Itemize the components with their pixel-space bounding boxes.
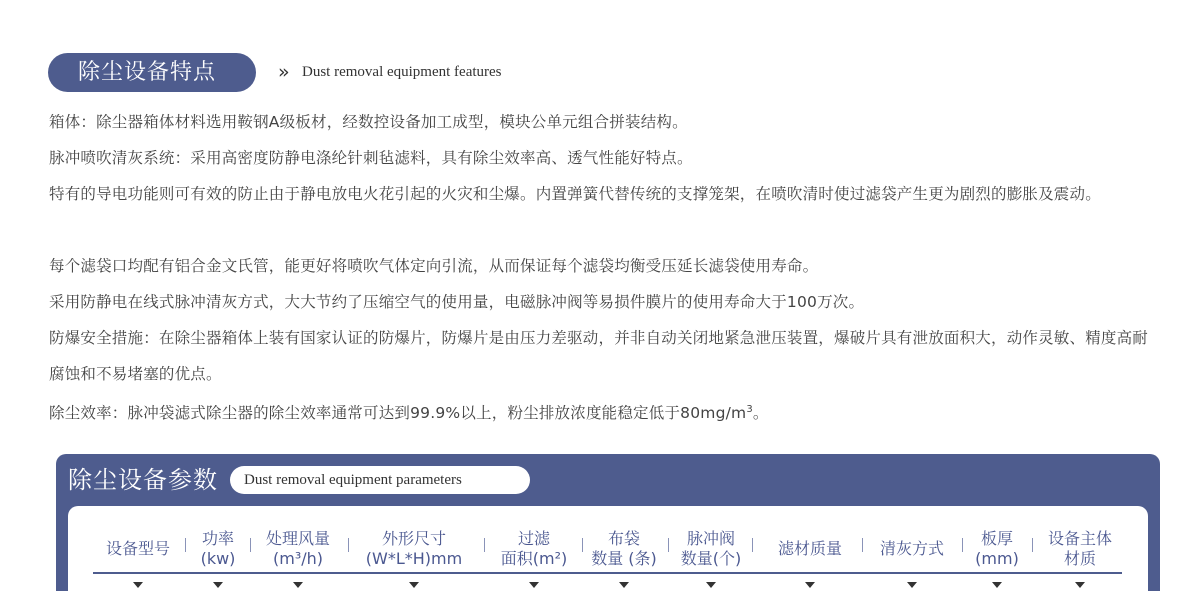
- efficiency-end: 。: [752, 404, 769, 422]
- column-separator: [185, 538, 186, 552]
- triangle-down-icon: [293, 582, 303, 588]
- column-header-cleaning-method: [868, 527, 956, 571]
- triangle-down-icon: [133, 582, 143, 588]
- triangle-down-icon: [907, 582, 917, 588]
- column-header-text: 材质: [1063, 549, 1096, 568]
- column-separator: [752, 538, 753, 552]
- column-separator: [348, 538, 349, 552]
- column-header-text: (m³/h): [272, 549, 323, 568]
- column-header-filter-area: [492, 527, 576, 571]
- feature-paragraph-conductive: 特有的导电功能则可有效的防止由于静电放电火花引起的火灾和尘爆。内置弹簧代替传统的支撑笼架，在喷吹清时使过滤袋产生更为剧烈的膨胀及震动。: [49, 185, 1101, 203]
- double-chevron-right-icon: »: [278, 61, 290, 83]
- column-separator: [862, 538, 863, 552]
- triangle-down-icon: [213, 582, 223, 588]
- parameters-subtitle-pill: Dust removal equipment parameters: [230, 466, 530, 494]
- column-separator: [250, 538, 251, 552]
- column-header-text: 功率: [201, 529, 234, 548]
- column-header-body-material: [1040, 527, 1120, 571]
- column-header-text: 板厚: [980, 529, 1013, 548]
- column-header-plate-thickness: [966, 527, 1028, 571]
- column-header-text: 清灰方式: [879, 539, 944, 558]
- column-header-filter-material: [764, 527, 856, 571]
- column-header-valve-count: [674, 527, 748, 571]
- column-separator: [582, 538, 583, 552]
- feature-paragraph-explosion: 防爆安全措施：在除尘器箱体上装有国家认证的防爆片，防爆片是由压力差驱动，并非自动关闭地紧急泄压装置，爆破片具有泄放面积大，动作灵敏、精度高耐腐蚀和不易堵塞的优点。: [49, 329, 1149, 383]
- column-separator: [1032, 538, 1033, 552]
- column-separator: [668, 538, 669, 552]
- triangle-down-icon: [706, 582, 716, 588]
- table-header-underline: [93, 572, 1122, 574]
- triangle-down-icon: [619, 582, 629, 588]
- triangle-down-icon: [1075, 582, 1085, 588]
- column-header-text: 脉冲阀: [686, 529, 735, 548]
- efficiency-sup: 3: [746, 404, 753, 415]
- column-header-text: 过滤: [517, 529, 550, 548]
- column-header-bag-count: [586, 527, 662, 571]
- column-header-model: [98, 527, 178, 571]
- column-header-text: 面积(m²): [500, 549, 568, 568]
- column-header-text: 处理风量: [265, 529, 330, 548]
- column-header-text: 设备主体: [1047, 529, 1112, 548]
- column-separator: [484, 538, 485, 552]
- triangle-down-icon: [529, 582, 539, 588]
- column-header-airflow: [256, 527, 340, 571]
- feature-paragraph-pulse: 采用防静电在线式脉冲清灰方式，大大节约了压缩空气的使用量，电磁脉冲阀等易损件膜片的使用寿命大于100万次。: [49, 293, 865, 311]
- column-header-text: 滤材质量: [777, 539, 842, 558]
- features-subtitle: Dust removal equipment features: [302, 64, 502, 80]
- triangle-down-icon: [805, 582, 815, 588]
- column-header-text: (kw): [200, 549, 236, 568]
- column-header-text: (W*L*H)mm: [365, 549, 463, 568]
- feature-paragraph-efficiency: [49, 392, 1159, 431]
- features-title-badge: 除尘设备特点: [48, 53, 256, 92]
- triangle-down-icon: [409, 582, 419, 588]
- column-header-dimensions: [352, 527, 476, 571]
- column-header-power: [192, 527, 244, 571]
- column-header-text: 数量(个): [680, 549, 742, 568]
- feature-paragraph-venturi: 每个滤袋口均配有铝合金文氏管，能更好将喷吹气体定向引流，从而保证每个滤袋均衡受压延长滤袋使用寿命。: [49, 257, 819, 275]
- column-separator: [962, 538, 963, 552]
- feature-paragraph-cleaning: 脉冲喷吹清灰系统：采用高密度防静电涤纶针刺毡滤料，具有除尘效率高、透气性能好特点。: [49, 149, 693, 167]
- parameters-title: 除尘设备参数: [68, 466, 218, 494]
- triangle-down-icon: [992, 582, 1002, 588]
- column-header-text: 布袋: [607, 529, 640, 548]
- feature-paragraph-box: 箱体：除尘器箱体材料选用鞍钢A级板材，经数控设备加工成型，模块公单元组合拼装结构。: [49, 113, 688, 131]
- column-header-text: 外形尺寸: [381, 529, 446, 548]
- efficiency-text: 除尘效率：脉冲袋滤式除尘器的除尘效率通常可达到99.9%以上，粉尘排放浓度能稳定低于80mg/m: [49, 404, 747, 422]
- column-header-text: 设备型号: [105, 539, 170, 558]
- column-header-text: (mm): [975, 549, 1019, 568]
- column-header-text: 数量 (条): [591, 549, 657, 568]
